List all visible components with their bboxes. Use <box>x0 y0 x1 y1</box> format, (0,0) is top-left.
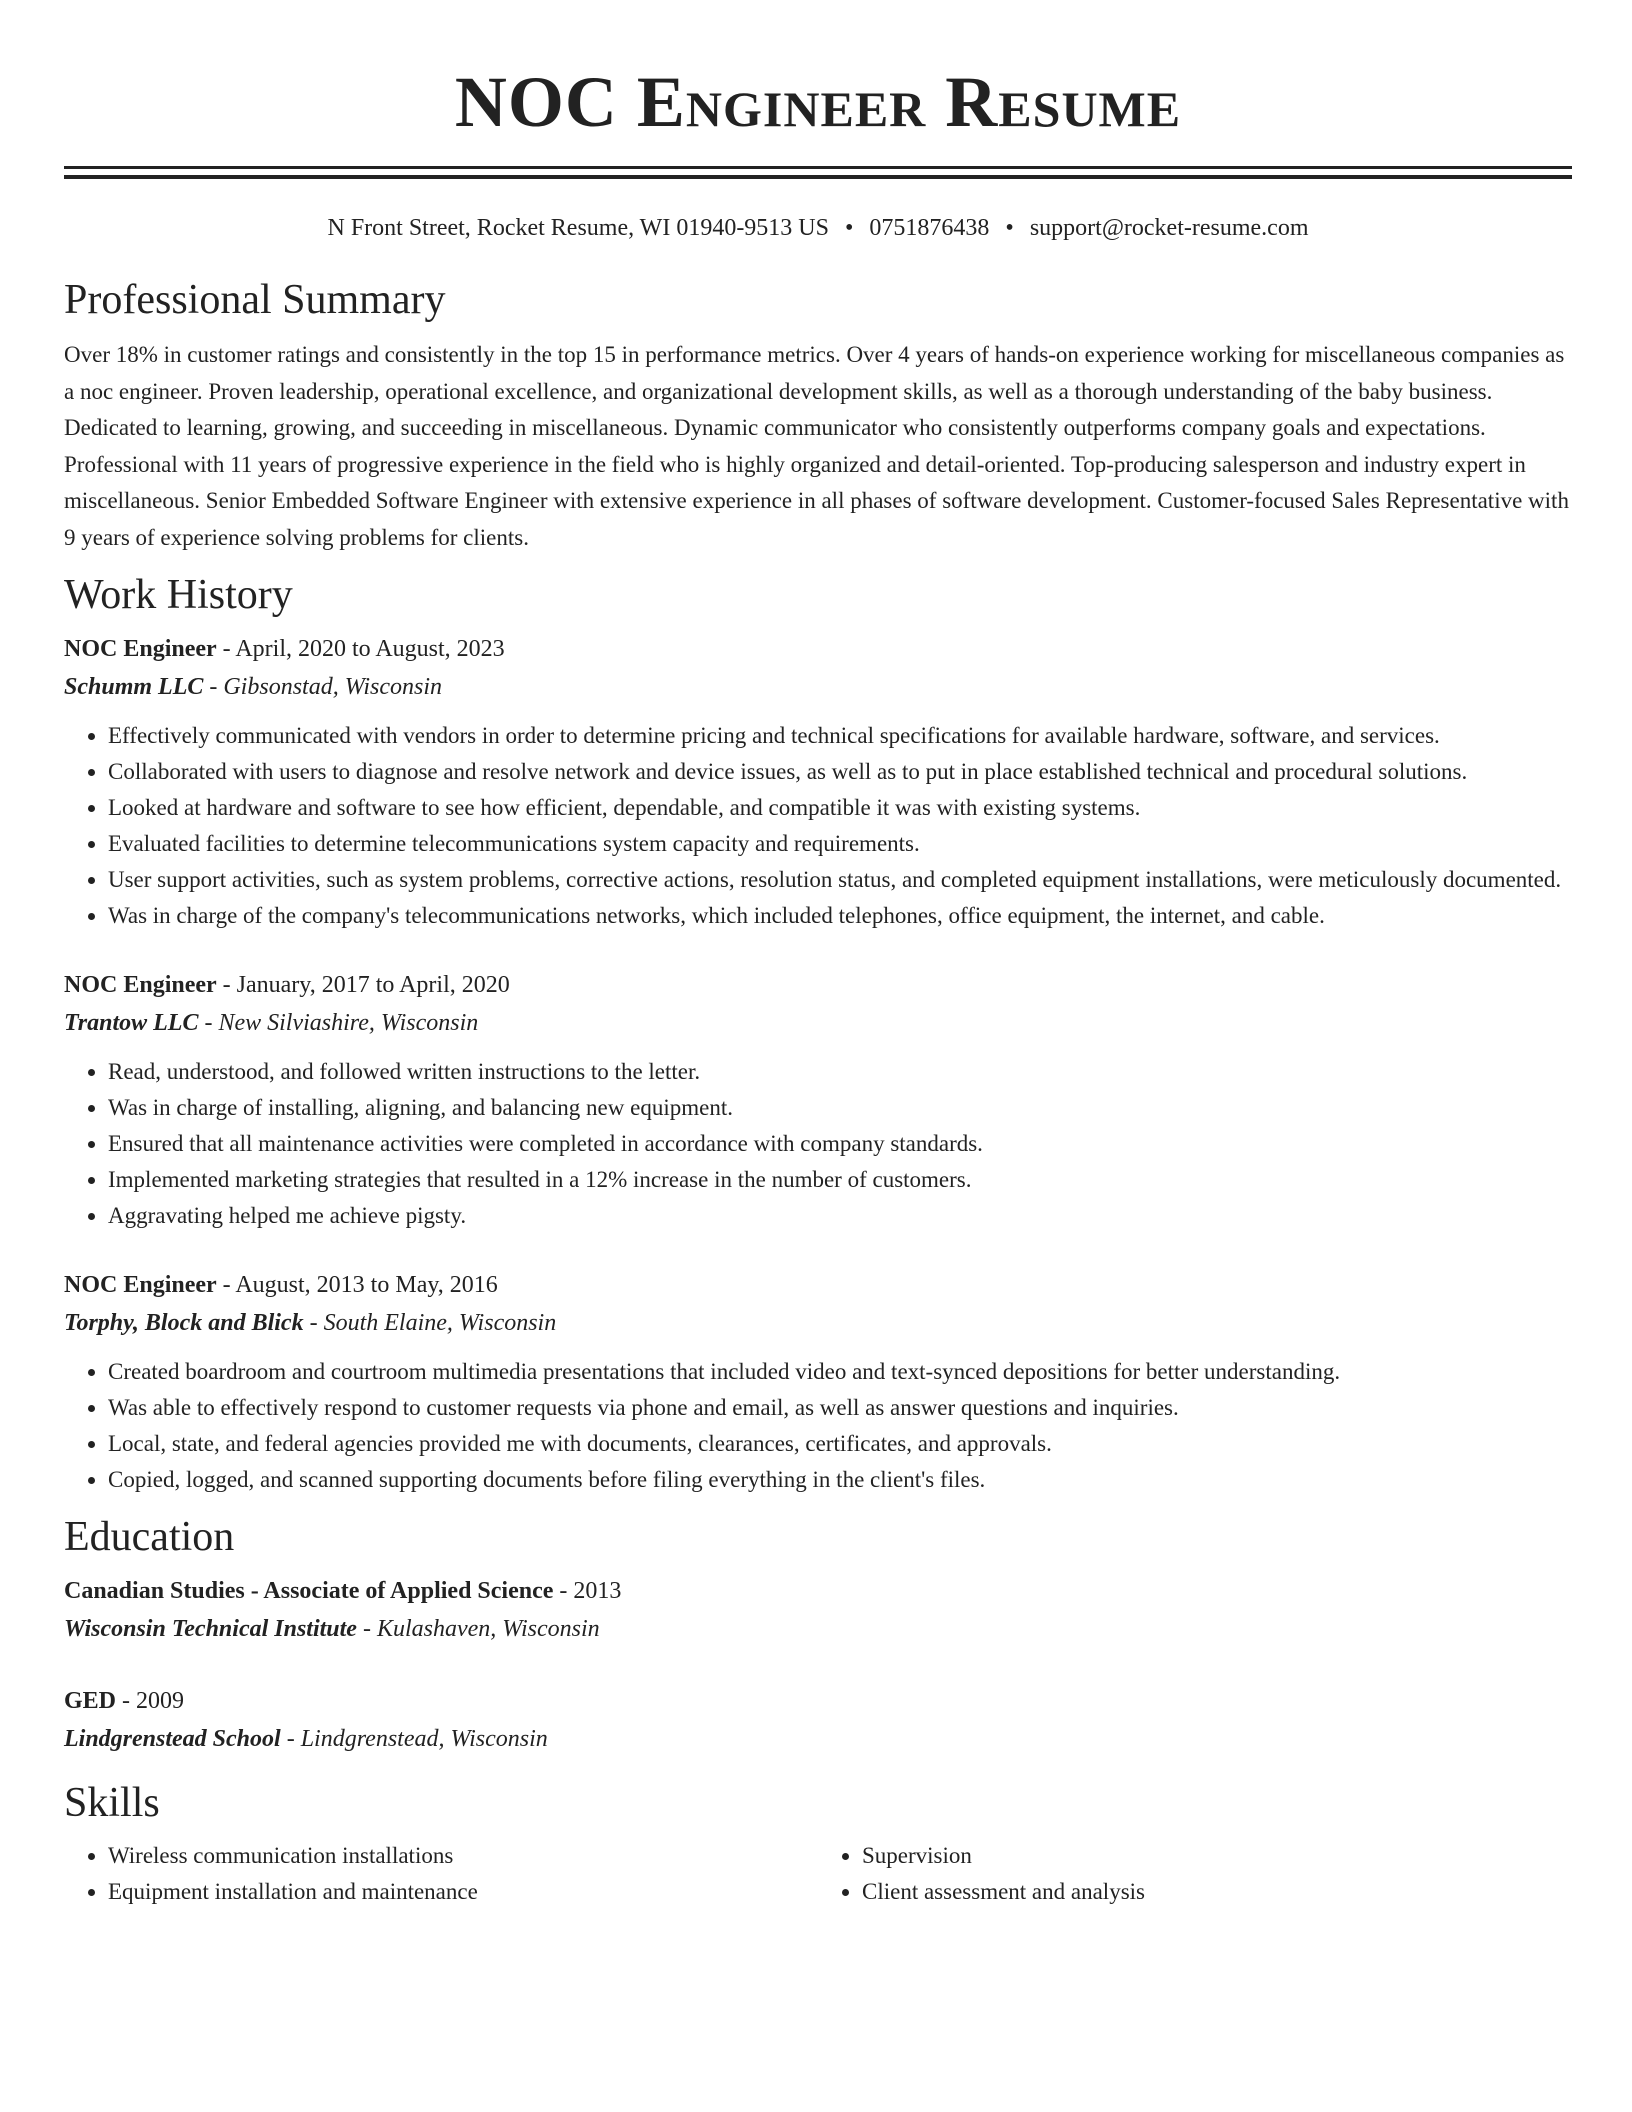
list-item: • Equipment installation and maintenance <box>108 1874 818 1910</box>
contact-email: support@rocket-resume.com <box>1029 215 1309 241</box>
education-degree: Canadian Studies - Associate of Applied Science <box>64 1578 554 1604</box>
education-degree-line <box>64 1572 1572 1610</box>
job-dates: - August, 2013 to May, 2016 <box>216 1272 498 1298</box>
list-item: • Was able to effectively respond to customer requests via phone and email, as well as answer questions and inquiries. <box>108 1390 1572 1426</box>
section-heading-skills: Skills <box>64 1780 160 1826</box>
section-heading-summary: Professional Summary <box>64 277 446 323</box>
education-school-line <box>64 1610 1572 1648</box>
resume-page <box>64 0 1572 1910</box>
education-degree-line <box>64 1682 1572 1720</box>
job-bullets <box>64 1354 1572 1498</box>
list-item: • Client assessment and analysis <box>862 1874 1572 1910</box>
job-dates: - January, 2017 to April, 2020 <box>216 972 510 998</box>
list-item: • Implemented marketing strategies that resulted in a 12% increase in the number of customers. <box>108 1162 1572 1198</box>
education-location: - Lindgrenstead, Wisconsin <box>280 1726 548 1752</box>
education-degree: GED <box>64 1688 117 1714</box>
skills-list-right <box>818 1838 1572 1910</box>
job-bullets <box>64 1054 1572 1234</box>
job-company-line <box>64 1004 1572 1042</box>
job-location: - Gibsonstad, Wisconsin <box>203 674 443 700</box>
education-school-line <box>64 1720 1572 1758</box>
list-item: • Ensured that all maintenance activities were completed in accordance with company standards. <box>108 1126 1572 1162</box>
job-title-line <box>64 630 1572 668</box>
job-entry <box>64 1266 1572 1498</box>
job-title-line <box>64 966 1572 1004</box>
contact-line <box>64 213 1572 243</box>
job-location: - New Silviashire, Wisconsin <box>198 1010 479 1036</box>
contact-address: N Front Street, Rocket Resume, WI 01940-9513 US <box>327 215 829 241</box>
summary-text: Over 18% in customer ratings and consistently in the top 15 in performance metrics. Over 4 years of hands-on experience working for miscellaneous companies as a noc engineer. Proven leadership, operational excellence, and organizational development skills, as well as a thorough understanding of the baby business. Dedicated to learning, growing, and succeeding in miscellaneous. Dynamic communicator who consistently outperforms company goals and expectations. Professional with 11 years of progressive experience in the field who is highly organized and detail-oriented. Top-producing salesperson and industry expert in miscellaneous. Senior Embedded Software Engineer with extensive experience in all phases of software development. Customer-focused Sales Representative with 9 years of experience solving problems for clients. <box>64 342 1569 550</box>
education-entry <box>64 1682 1572 1758</box>
list-item: • Aggravating helped me achieve pigsty. <box>108 1198 1572 1234</box>
job-entry <box>64 966 1572 1234</box>
education-entry <box>64 1572 1572 1648</box>
resume-title: NOC Engineer Resume <box>454 62 1182 142</box>
job-company: Schumm LLC <box>64 674 204 700</box>
skills-columns <box>64 1838 1572 1910</box>
contact-separator: • <box>845 215 854 241</box>
list-item: • User support activities, such as system problems, corrective actions, resolution status, and completed equipment installations, were meticulously documented. <box>108 862 1572 898</box>
title-divider-bottom <box>64 175 1572 179</box>
list-item: • Effectively communicated with vendors in order to determine pricing and technical specifications for available hardware, software, and services. <box>108 718 1572 754</box>
list-item: • Was in charge of installing, aligning, and balancing new equipment. <box>108 1090 1572 1126</box>
job-company: Torphy, Block and Blick <box>64 1310 304 1336</box>
contact-separator: • <box>1005 215 1014 241</box>
education-school: Wisconsin Technical Institute <box>64 1616 357 1642</box>
list-item: • Copied, logged, and scanned supporting documents before filing everything in the client's files. <box>108 1462 1572 1498</box>
contact-phone: 0751876438 <box>869 215 990 241</box>
list-item: • Was in charge of the company's telecommunications networks, which included telephones, office equipment, the internet, and cable. <box>108 898 1572 934</box>
education-school: Lindgrenstead School <box>64 1726 281 1752</box>
job-title: NOC Engineer <box>64 1272 217 1298</box>
section-heading-work: Work History <box>64 572 293 618</box>
education-location: - Kulashaven, Wisconsin <box>356 1616 600 1642</box>
list-item: • Wireless communication installations <box>108 1838 818 1874</box>
list-item: • Looked at hardware and software to see how efficient, dependable, and compatible it was with existing systems. <box>108 790 1572 826</box>
job-title-line <box>64 1266 1572 1304</box>
list-item: • Created boardroom and courtroom multimedia presentations that included video and text-synced depositions for better understanding. <box>108 1354 1572 1390</box>
list-item: • Evaluated facilities to determine telecommunications system capacity and requirements. <box>108 826 1572 862</box>
list-item: • Read, understood, and followed written instructions to the letter. <box>108 1054 1572 1090</box>
job-title: NOC Engineer <box>64 636 217 662</box>
job-entry <box>64 630 1572 934</box>
section-heading-education: Education <box>64 1514 235 1560</box>
job-company-line <box>64 668 1572 706</box>
education-year: - 2009 <box>116 1688 185 1714</box>
title-divider-top <box>64 166 1572 169</box>
list-item: • Collaborated with users to diagnose and resolve network and device issues, as well as to put in place established technical and procedural solutions. <box>108 754 1572 790</box>
job-location: - South Elaine, Wisconsin <box>303 1310 557 1336</box>
job-dates: - April, 2020 to August, 2023 <box>216 636 505 662</box>
job-title: NOC Engineer <box>64 972 217 998</box>
job-company-line <box>64 1304 1572 1342</box>
list-item: • Local, state, and federal agencies provided me with documents, clearances, certificates, and approvals. <box>108 1426 1572 1462</box>
list-item: • Supervision <box>862 1838 1572 1874</box>
job-company: Trantow LLC <box>64 1010 199 1036</box>
skills-list-left <box>64 1838 818 1910</box>
education-year: - 2013 <box>553 1578 622 1604</box>
job-bullets <box>64 718 1572 934</box>
